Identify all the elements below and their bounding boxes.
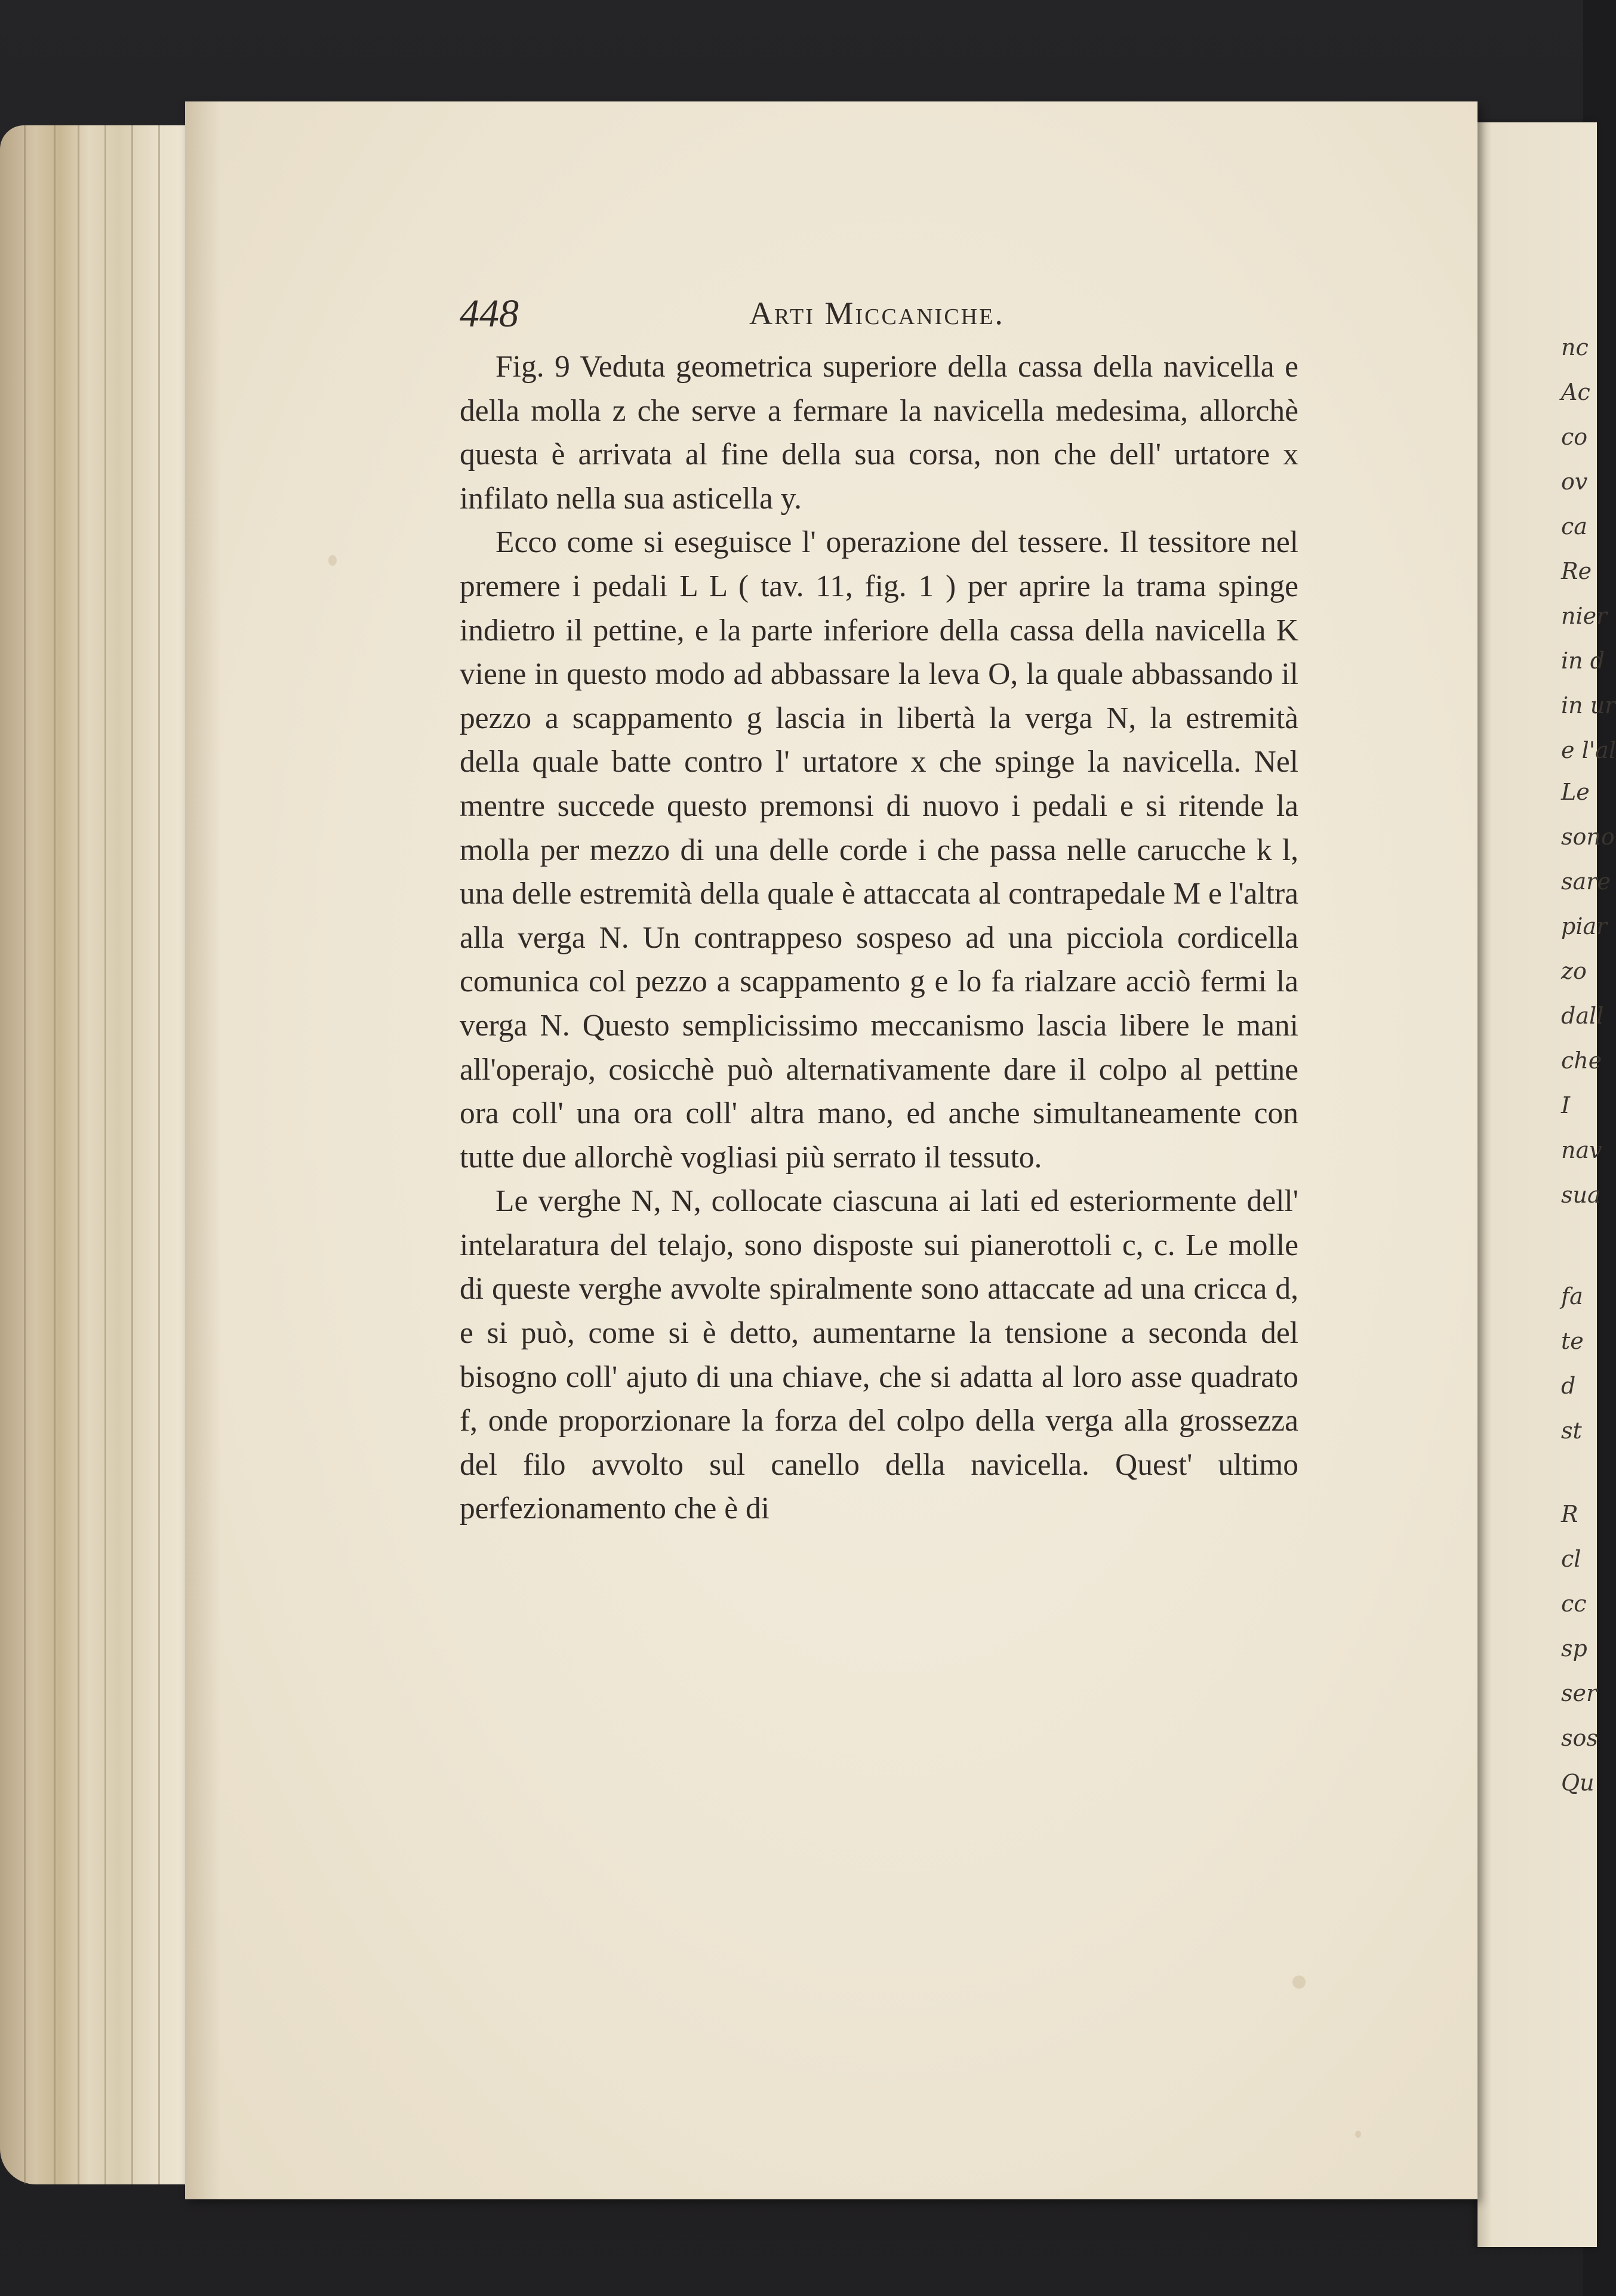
facing-page-fragment: d — [1561, 1373, 1576, 1399]
facing-page-fragment: st — [1561, 1417, 1582, 1444]
facing-page-fragment: Ac — [1561, 379, 1590, 405]
running-head — [460, 291, 1304, 339]
facing-page-fragment: I — [1561, 1092, 1571, 1118]
facing-page-fragment: sare — [1561, 868, 1611, 895]
book-page-edges — [0, 125, 197, 2184]
facing-page-fragment: nier — [1561, 603, 1608, 629]
paragraph-weaving-operation: Ecco come si eseguisce l' operazione del tessere. Il tessitore nel premere i pedali L L ( tav. 11, fig. 1 ) per aprire la trama spinge indietro il pettine, e la parte inferiore della cassa della navicella K viene in questo modo ad abbassare la leva O, la quale abbassando il pezzo a scappamento g lascia in libertà la verga N, la estremità della quale batte contro l' urtatore x che spinge la navicella. Nel mentre succede questo premonsi di nuovo i pedali e si ritende la molla per mezzo di una delle corde i che passa nelle carucche k l, una delle estremità della quale è attaccata al contrapedale M e l'altra alla verga N. Un contrappeso sospeso ad una picciola cordicella comunica col pezzo a scappamento g e lo fa rialzare acciò fermi la verga N. Questo semplicissimo meccanismo lascia libere le mani all'operajo, cosicchè può alternativamente dare il colpo al pettine ora coll' una ora coll' altra mano, ed anche simultaneamente con tutte due allorchè vogliasi più serrato il tessuto. — [460, 525, 1298, 1175]
facing-page-fragment: sua — [1561, 1182, 1601, 1208]
facing-page-fragment: co — [1561, 424, 1588, 450]
facing-page-fragment: che — [1561, 1047, 1602, 1074]
facing-page-fragment: sp — [1561, 1635, 1587, 1662]
facing-page-fragment: dall — [1561, 1003, 1604, 1029]
paragraph-rods-springs: Le verghe N, N, collocate ciascuna ai lati ed esteriormente dell' intelaratura del telajo, sono disposte sui pianerottoli c, c. Le molle di queste verghe avvolte spiralmente sono attaccate ad una cricca d, e si può, come si è detto, aumentarne la tensione a seconda del bisogno coll' ajuto di una chiave, che si adatta al loro asse quadrato f, onde proporzionare la forza del colpo della verga alla grossezza del filo avvolto sul canello della navicella. Quest' ultimo perfezionamento che è di — [460, 1184, 1298, 1526]
facing-page-fragment: in ur — [1561, 692, 1616, 719]
facing-page-fragment: R — [1561, 1501, 1578, 1527]
facing-page-fragment: te — [1561, 1328, 1584, 1354]
facing-page-fragment: sono — [1561, 824, 1615, 850]
facing-page-fragment: nav — [1561, 1137, 1602, 1163]
facing-page-fragment: zo — [1561, 958, 1587, 984]
facing-page-fragment: nc — [1561, 334, 1589, 360]
facing-page-fragment: ov — [1561, 469, 1588, 495]
paragraph-figure-caption: Fig. 9 Veduta geometrica superiore della cassa della navicella e della molla z che serve a fermare la navicella medesima, allorchè questa è arrivata al fine della sua corsa, non che dell' urtatore x infilato nella sua asticella y. — [460, 350, 1298, 516]
facing-page-fragment: fa — [1561, 1283, 1583, 1309]
facing-page-fragment: e l'al — [1561, 737, 1616, 763]
facing-page-fragment: cc — [1561, 1591, 1587, 1617]
facing-page-fragment: Le — [1561, 779, 1590, 805]
facing-page-fragment: in d — [1561, 648, 1605, 674]
facing-page-fragment: ca — [1561, 513, 1587, 540]
facing-page-fragment: Re — [1561, 558, 1592, 584]
facing-page-fragment: sos — [1561, 1725, 1598, 1751]
facing-page-fragment: ser — [1561, 1680, 1597, 1706]
body-text — [460, 345, 1298, 1531]
facing-page-fragment: Qu — [1561, 1770, 1595, 1796]
facing-page-fragment: piar — [1561, 913, 1608, 939]
page-number: 448 — [460, 292, 519, 335]
running-title: Arti Miccaniche. — [749, 295, 1005, 331]
facing-page-fragment: cl — [1561, 1546, 1581, 1572]
